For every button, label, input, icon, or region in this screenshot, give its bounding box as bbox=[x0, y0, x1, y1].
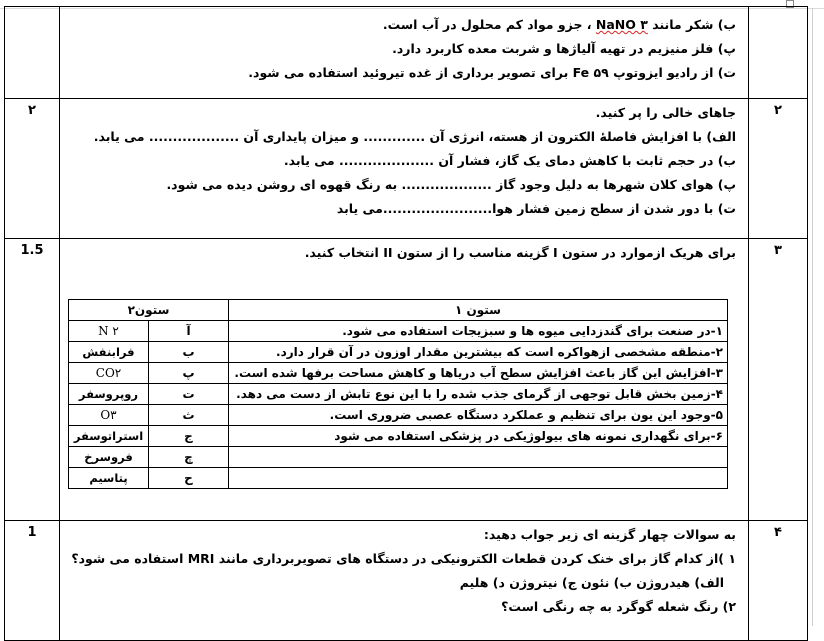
fill-blank-line: ت) با دور شدن از سطح زمین فشار هوا.......................می یابد bbox=[336, 201, 736, 216]
matching-row: ۵-وجود این یون برای تنظیم و عملکرد دستگاه عصبی ضروری است. ث O۳ bbox=[69, 405, 728, 426]
question-number: ۳ bbox=[749, 239, 808, 521]
question-number: ۴ bbox=[749, 521, 808, 641]
matching-row: ۱-در صنعت برای گندزدایی میوه ها و سبزیجات استفاده می شود. آ N ۲ bbox=[69, 321, 728, 342]
matching-table bbox=[68, 299, 728, 489]
question-row-3 bbox=[5, 239, 808, 521]
exam-table bbox=[4, 6, 808, 641]
fill-blank-line: ب) در حجم ثابت با کاهش دمای یک گاز، فشار آن .................... می یابد. bbox=[283, 153, 736, 168]
matching-row: چ فروسرخ bbox=[69, 447, 728, 468]
question-content bbox=[60, 239, 749, 521]
column-1-header: ستون ۱ bbox=[229, 300, 728, 321]
question-number bbox=[749, 7, 808, 99]
question-instruction: به سوالات چهار گزینه ای زیر جواب دهید: bbox=[483, 527, 736, 542]
question-row-2 bbox=[5, 99, 808, 239]
column-2-header: ستون۲ bbox=[69, 300, 229, 321]
statement-line: ب) شکر مانند NaNO ۳ ، جزو مواد کم محلول در آب است. bbox=[382, 17, 736, 32]
fill-blank-line: الف) با افزایش فاصلهٔ الکترون از هسته، انرژی آن ............. و میزان پایداری آن ................... می یابد. bbox=[93, 129, 736, 144]
matching-header-row bbox=[69, 300, 728, 321]
side-ruler bbox=[812, 8, 813, 626]
question-row-4 bbox=[5, 521, 808, 641]
question-content bbox=[60, 99, 749, 239]
question-instruction: برای هریک ازموارد در ستون I گزینه مناسب را از ستون II انتخاب کنید. bbox=[304, 245, 736, 260]
matching-row: ۲-منطقه مشخصی ازهواکره است که بیشترین مقدار اوزون در آن قرار دارد. ب فرابنفش bbox=[69, 342, 728, 363]
sub-question: ۲) رنگ شعله گوگرد به چه رنگی است؟ bbox=[501, 599, 736, 614]
matching-row: ۳-افزایش این گاز باعث افزایش سطح آب دریاها و کاهش مساحت برفها شده است. پ CO۲ bbox=[69, 363, 728, 384]
chemical-formula: NaNO ۳ bbox=[595, 17, 648, 32]
matching-row: ح پتاسیم bbox=[69, 468, 728, 489]
question-score: 1.5 bbox=[5, 239, 60, 521]
question-content bbox=[60, 7, 749, 99]
statement-line: ت) از رادیو ایزوتوپ ۵۹ Fe برای تصویر برداری از غده تیروئید استفاده می شود. bbox=[248, 65, 736, 80]
question-content bbox=[60, 521, 749, 641]
statement-line: پ) فلز منیزیم در تهیه آلیاژها و شربت معده کاربرد دارد. bbox=[392, 41, 736, 56]
matching-row: ۴-زمین بخش قابل توجهی از گرمای جذب شده را با این نوع تابش از دست می دهد. ت روپروسفر bbox=[69, 384, 728, 405]
question-score bbox=[5, 7, 60, 99]
question-score: 1 bbox=[5, 521, 60, 641]
question-score: ۲ bbox=[5, 99, 60, 239]
answer-options: الف) هیدروژن ب) نئون ج) نیتروژن د) هلیم bbox=[459, 575, 724, 590]
question-row-1 bbox=[5, 7, 808, 99]
question-instruction: جاهای خالی را پر کنید. bbox=[595, 105, 736, 120]
sub-question: ۱ )از کدام گاز برای خنک کردن قطعات الکترونیکی در دستگاه های تصویربرداری مانند MRI استفاده می شود؟ bbox=[71, 551, 736, 566]
question-number: ۲ bbox=[749, 99, 808, 239]
matching-row: ۶-برای نگهداری نمونه های بیولوژیکی در پزشکی استفاده می شود ج استراتوسفر bbox=[69, 426, 728, 447]
fill-blank-line: پ) هوای کلان شهرها به دلیل وجود گاز ................... به رنگ قهوه ای روشن دیده می شود. bbox=[166, 177, 736, 192]
